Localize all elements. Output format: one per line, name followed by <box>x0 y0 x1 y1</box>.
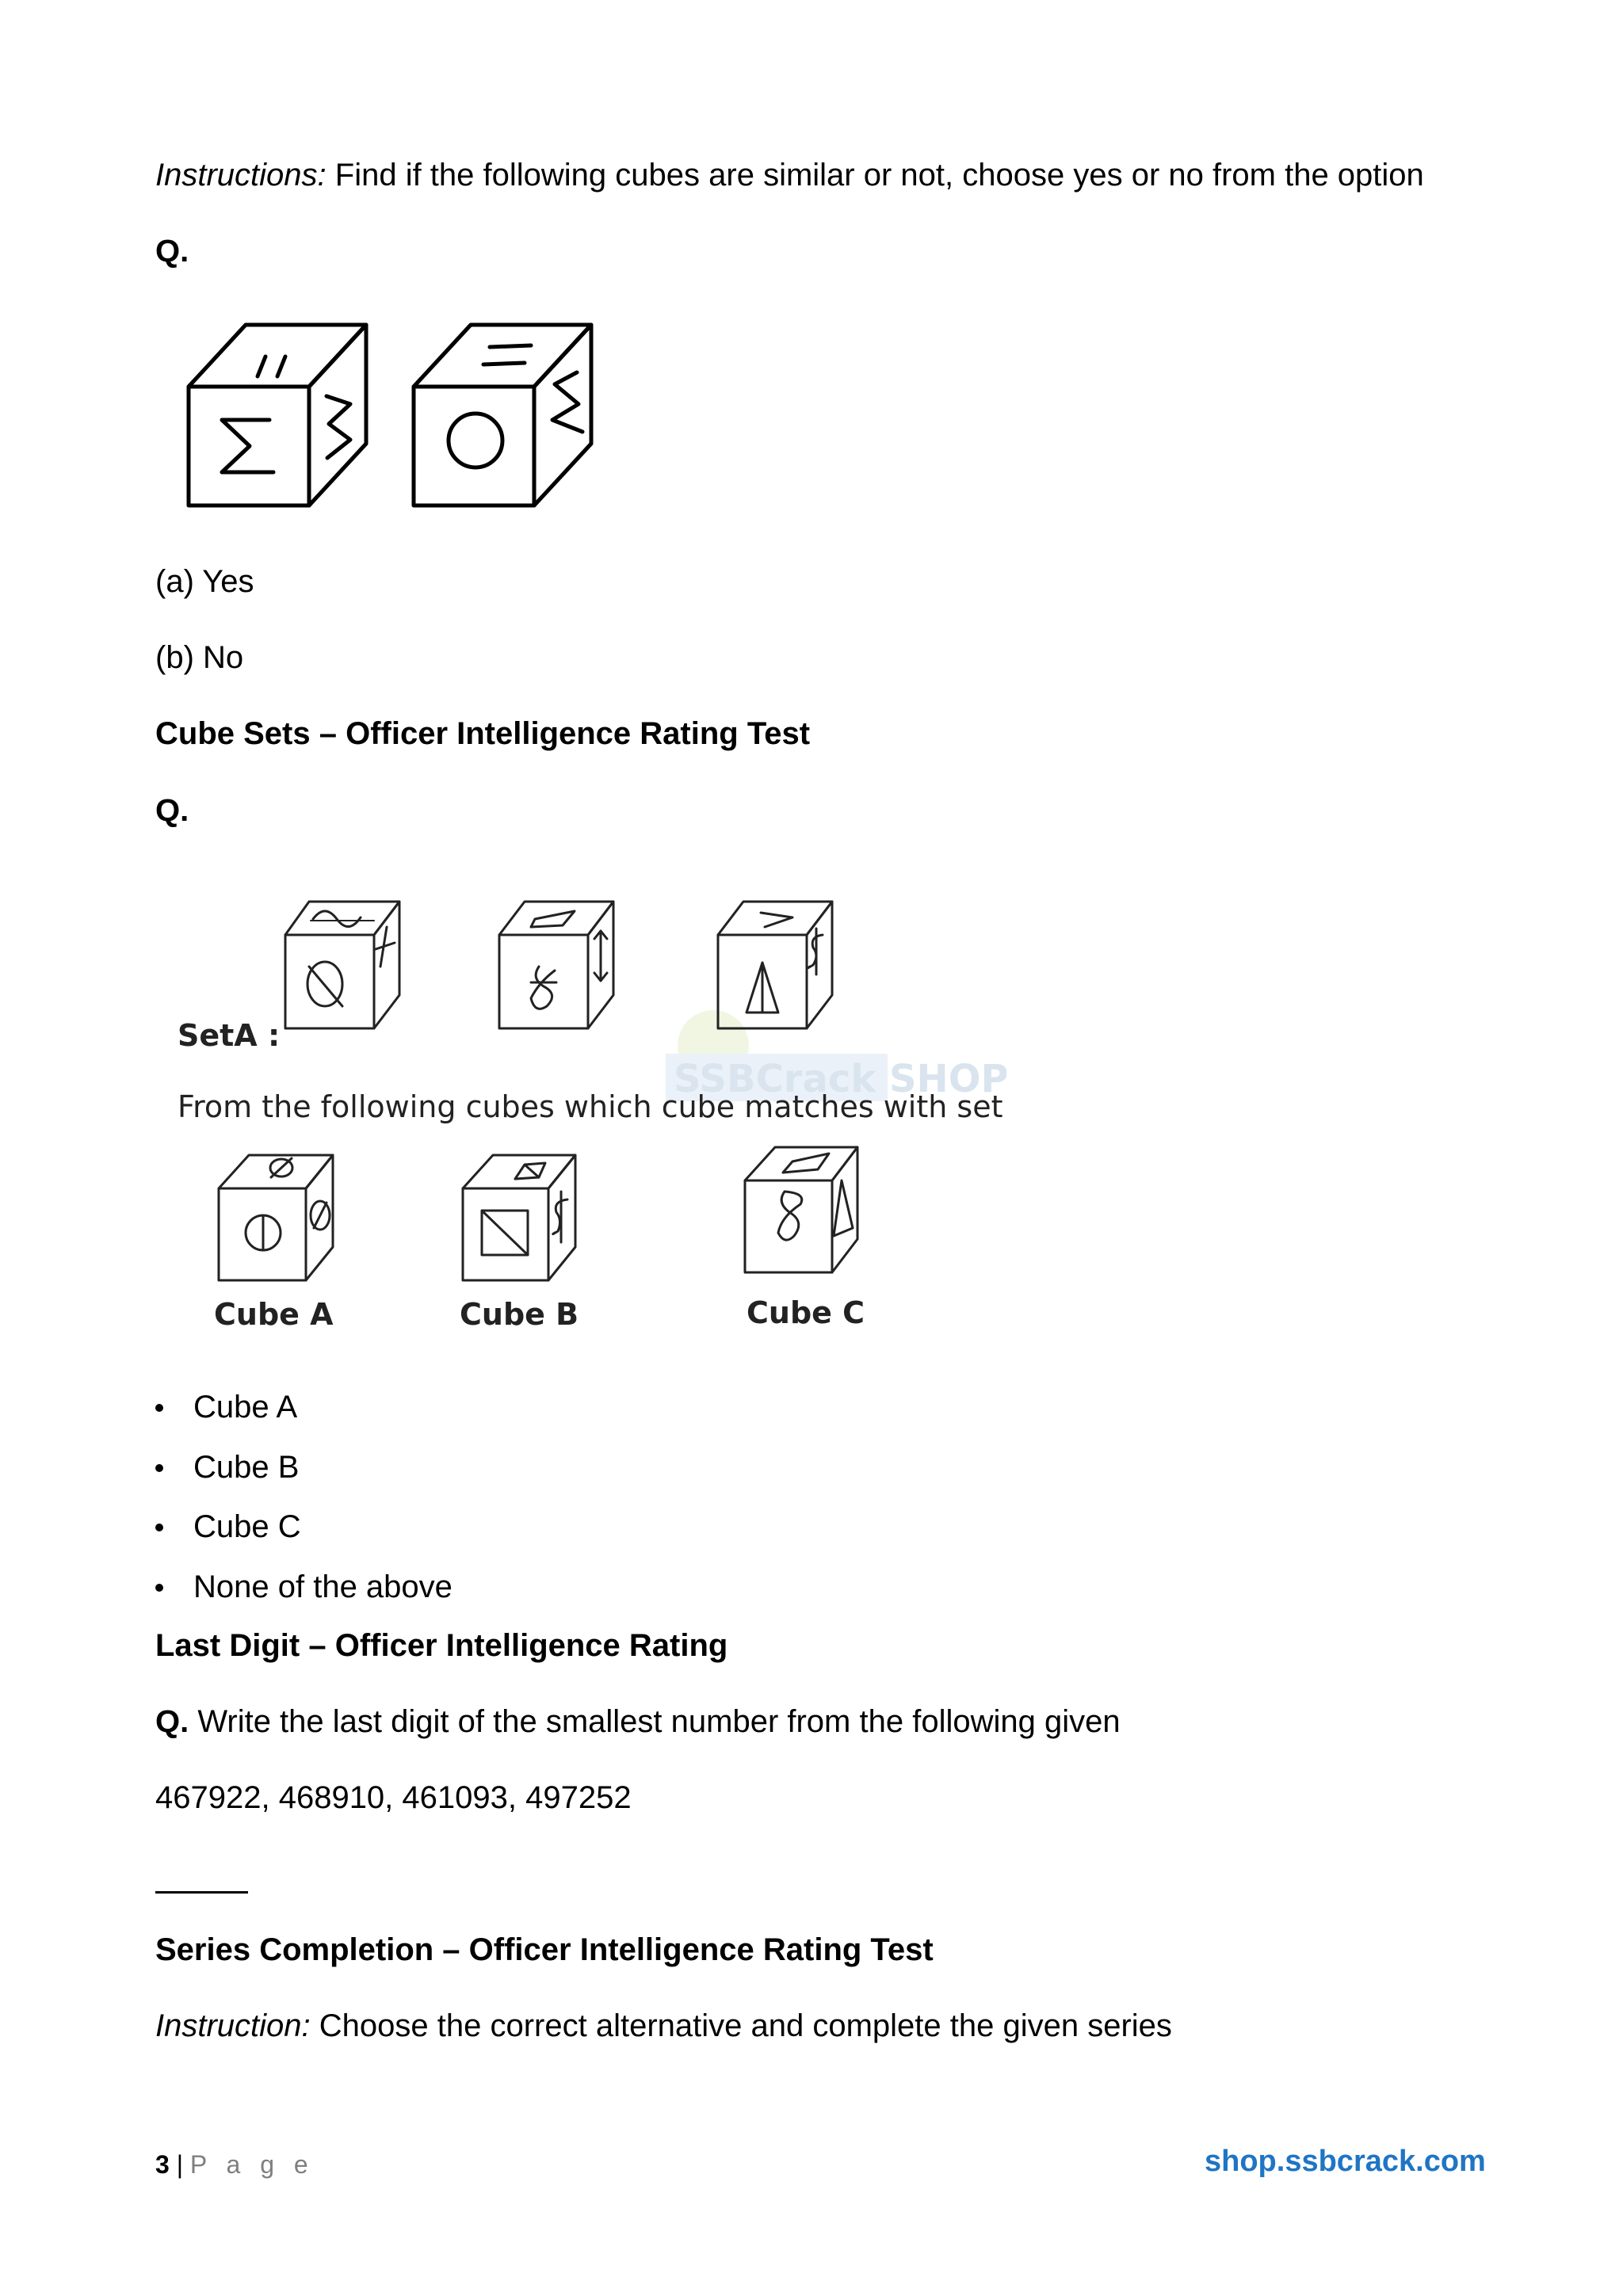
bullet-icon <box>155 1584 163 1592</box>
option-label: Cube C <box>193 1509 301 1544</box>
cube-a-drawing <box>219 1155 333 1280</box>
option-yes[interactable]: (a) Yes <box>155 564 254 599</box>
sigma-side-symbol <box>552 372 582 432</box>
figure-prompt: From the following cubes which cube matches with set A <box>178 1089 1006 1124</box>
bullet-icon <box>155 1524 163 1531</box>
cube-pair-figure <box>182 317 610 519</box>
page-number: 3 <box>155 2150 170 2179</box>
cube2-front-face <box>414 387 534 505</box>
cube-c-label: Cube C <box>747 1295 865 1330</box>
cube-sets-heading: Cube Sets – Officer Intelligence Rating Test <box>155 716 811 751</box>
option-cube-c[interactable] <box>155 1508 453 1568</box>
cube-pair-drawing <box>182 317 610 515</box>
watermark-text: SSBCrack SHOP <box>674 1057 1006 1101</box>
answer-blank-line[interactable] <box>155 1891 248 1894</box>
set-a-cube-1 <box>285 902 399 1028</box>
bullet-icon <box>155 1464 163 1472</box>
option-cube-b[interactable] <box>155 1448 453 1508</box>
last-digit-question <box>155 1703 1121 1741</box>
set-a-cube-2 <box>499 902 613 1028</box>
series-heading: Series Completion – Officer Intelligence Rating Test <box>155 1932 934 1967</box>
cube-c-drawing <box>745 1147 857 1272</box>
cube-sets-drawing <box>166 887 1006 1347</box>
set-a-cube-3 <box>718 902 832 1028</box>
series-instruction-label: Instruction: <box>155 2008 311 2043</box>
site-link[interactable]: shop.ssbcrack.com <box>1205 2145 1486 2178</box>
number-list: 467922, 468910, 461093, 497252 <box>155 1780 632 1815</box>
page-separator: | <box>169 2150 190 2179</box>
instructions-text: Find if the following cubes are similar or not, choose yes or no from the option <box>326 158 1424 193</box>
last-digit-question-text: Write the last digit of the smallest number from the following given <box>189 1704 1121 1739</box>
option-none[interactable] <box>155 1568 453 1628</box>
double-slash-symbol <box>258 357 285 376</box>
series-instruction-text: Choose the correct alternative and complete the given series <box>310 2008 1172 2043</box>
bullet-icon <box>155 1404 163 1412</box>
instructions-line <box>155 156 1424 194</box>
question-label-2: Q. <box>155 793 189 828</box>
cube-a-label: Cube A <box>214 1297 334 1332</box>
set-a-label: SetA : <box>178 1018 281 1053</box>
last-digit-heading: Last Digit – Officer Intelligence Rating <box>155 1628 728 1663</box>
cube-sets-figure <box>166 887 1006 1351</box>
sigma-symbol <box>222 420 273 472</box>
option-label: Cube A <box>193 1390 298 1425</box>
page-footer-number <box>155 2149 315 2180</box>
option-cube-a[interactable] <box>155 1388 453 1448</box>
option-no[interactable]: (b) No <box>155 640 244 675</box>
series-instruction <box>155 2007 1172 2045</box>
cube-b-drawing <box>463 1155 575 1280</box>
cube-b-label: Cube B <box>460 1297 579 1332</box>
page-word: P a g e <box>189 2150 315 2179</box>
zigzag-symbol <box>327 396 350 458</box>
question-label-3: Q. <box>155 1704 189 1739</box>
question-label-1: Q. <box>155 234 189 269</box>
double-line-symbol <box>483 345 531 364</box>
option-label: None of the above <box>193 1569 453 1604</box>
instructions-label: Instructions: <box>155 158 327 193</box>
cube-options-list <box>155 1388 453 1627</box>
option-label: Cube B <box>193 1449 300 1485</box>
circle-symbol <box>449 414 502 467</box>
